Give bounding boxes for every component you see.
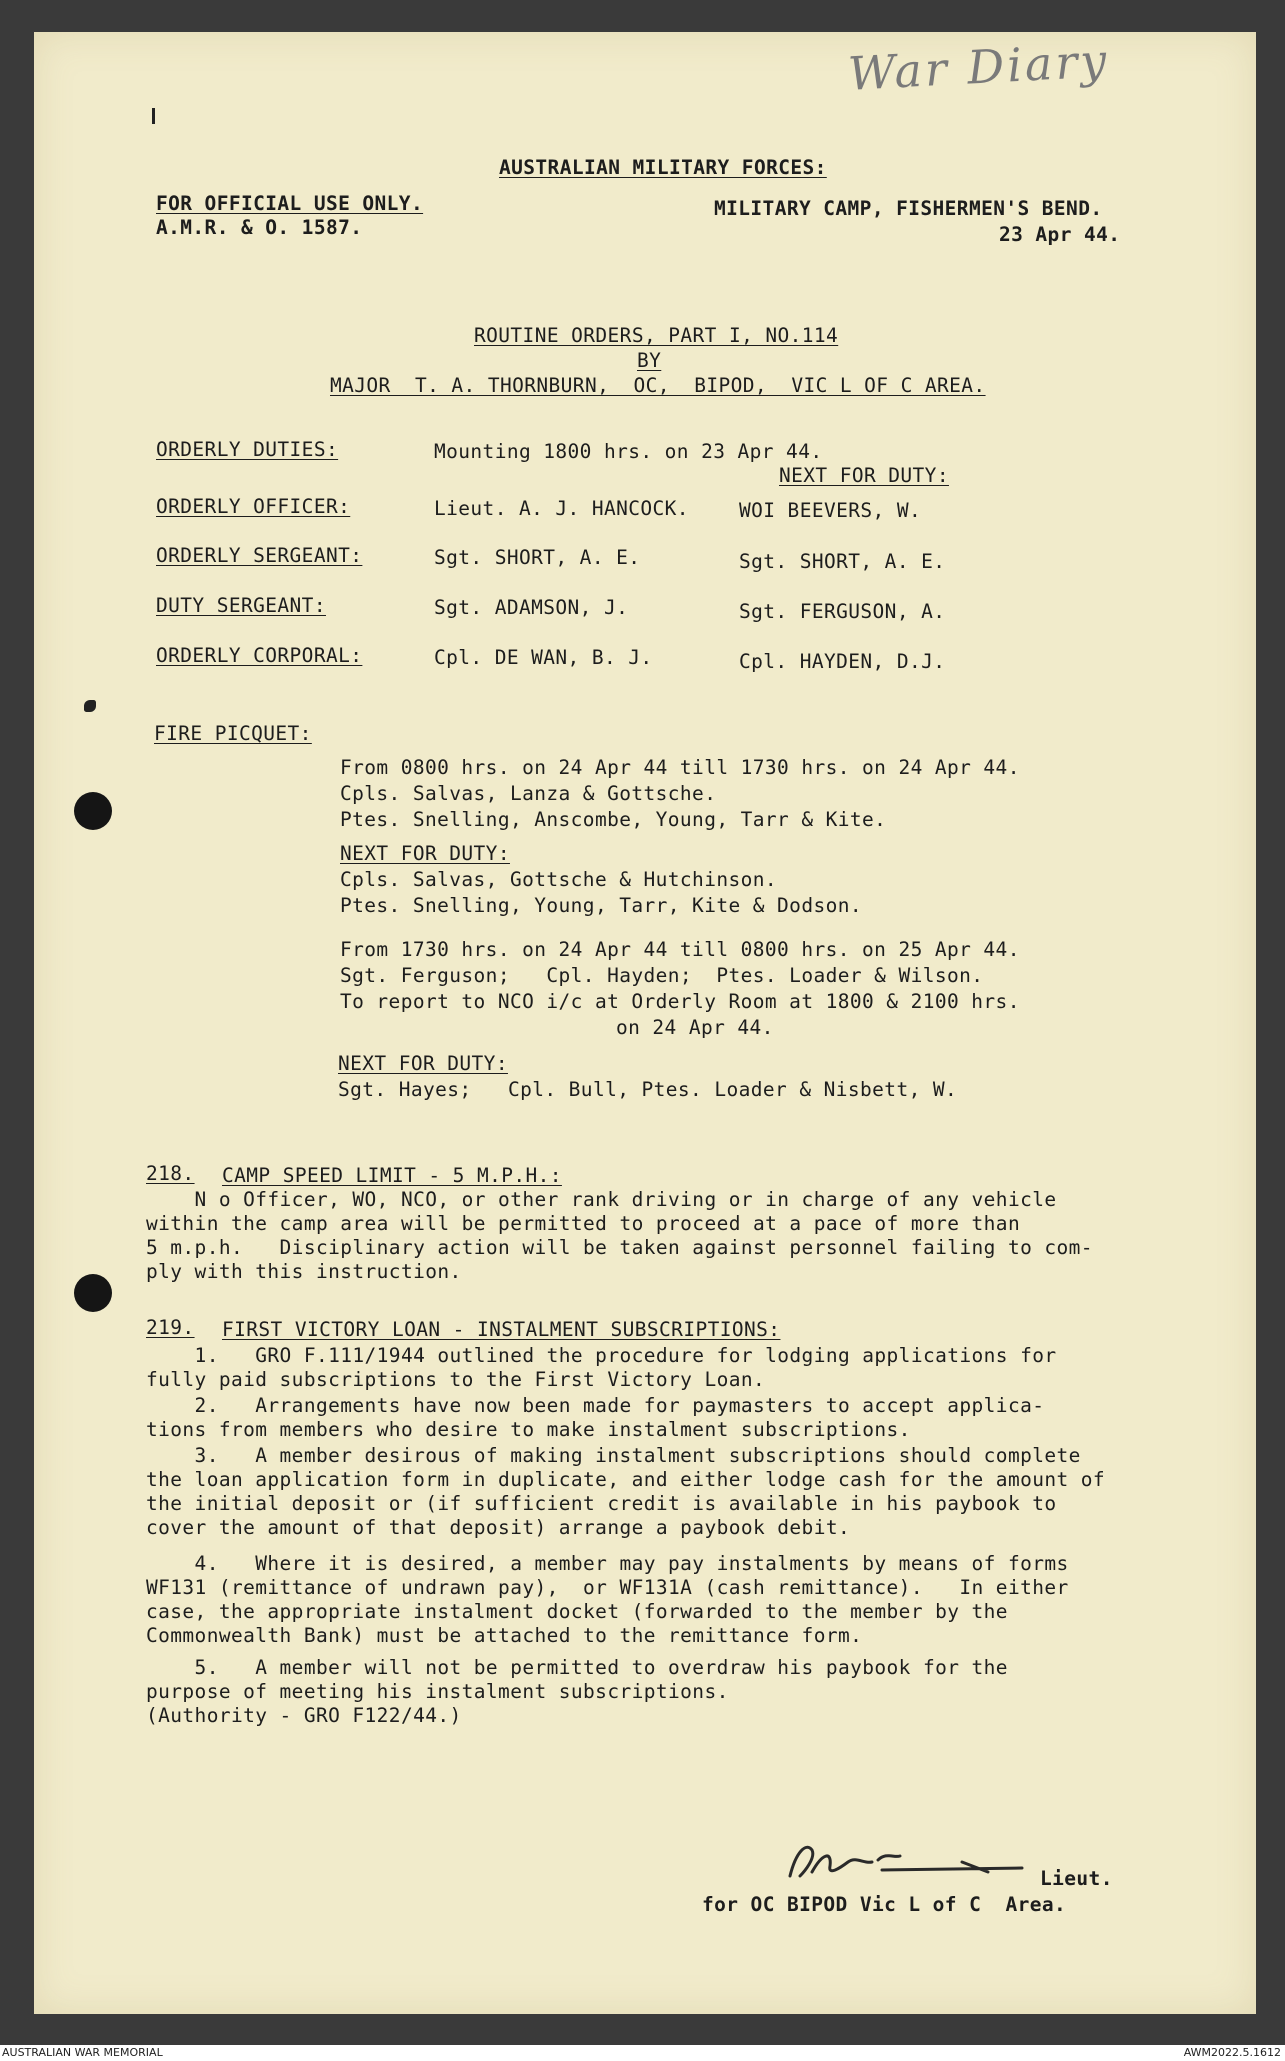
paragraph-line: N o Officer, WO, NCO, or other rank driving or in charge of any vehicle bbox=[146, 1188, 1057, 1211]
duty-row-next: WOI BEEVERS, W. bbox=[739, 499, 922, 522]
next-for-duty-header: NEXT FOR DUTY: bbox=[779, 464, 949, 487]
punch-hole bbox=[74, 1274, 112, 1312]
paragraph-line: ply with this instruction. bbox=[146, 1260, 462, 1283]
mounting-line: Mounting 1800 hrs. on 23 Apr 44. bbox=[434, 440, 823, 463]
picquet-next-header: NEXT FOR DUTY: bbox=[338, 1052, 508, 1075]
picquet-line: Cpls. Salvas, Lanza & Gottsche. bbox=[340, 782, 717, 805]
duty-row-next: Cpl. HAYDEN, D.J. bbox=[739, 650, 946, 673]
paper-mark bbox=[84, 700, 96, 712]
paragraph-number: 218. bbox=[146, 1162, 195, 1185]
paragraph-heading: CAMP SPEED LIMIT - 5 M.P.H.: bbox=[222, 1164, 562, 1187]
signature-rank: Lieut. bbox=[1040, 1867, 1113, 1890]
paragraph-line: the loan application form in duplicate, and either lodge cash for the amount of bbox=[146, 1468, 1106, 1491]
paragraph-line: 1. GRO F.111/1944 outlined the procedure for lodging applications for bbox=[146, 1344, 1057, 1367]
paragraph-line: 5 m.p.h. Disciplinary action will be taken against personnel failing to com- bbox=[146, 1236, 1093, 1259]
paragraph-line: 2. Arrangements have now been made for paymasters to accept applica- bbox=[146, 1394, 1045, 1417]
location-line: MILITARY CAMP, FISHERMEN'S BEND. bbox=[714, 197, 1103, 220]
picquet-next-header: NEXT FOR DUTY: bbox=[340, 842, 510, 865]
document-date: 23 Apr 44. bbox=[999, 223, 1121, 246]
orders-title-by: BY bbox=[637, 349, 662, 372]
paragraph-line: the initial deposit or (if sufficient credit is available in his paybook to bbox=[146, 1492, 1057, 1515]
orders-title: ROUTINE ORDERS, PART I, NO.114 bbox=[474, 324, 839, 347]
duty-row-current: Sgt. SHORT, A. E. bbox=[434, 546, 641, 569]
document-header-title: AUSTRALIAN MILITARY FORCES: bbox=[499, 156, 827, 179]
paragraph-line: case, the appropriate instalment docket (forwarded to the member by the bbox=[146, 1600, 1008, 1623]
picquet-line: To report to NCO i/c at Orderly Room at 1800 & 2100 hrs. bbox=[340, 990, 1020, 1013]
footer-reference: AWM2022.5.1612 bbox=[1183, 2046, 1281, 2059]
duty-row-label: ORDERLY CORPORAL: bbox=[156, 644, 363, 667]
orders-title-officer: MAJOR T. A. THORNBURN, OC, BIPOD, VIC L OF C AREA. bbox=[330, 374, 986, 397]
picquet-line: From 0800 hrs. on 24 Apr 44 till 1730 hrs. on 24 Apr 44. bbox=[340, 756, 1020, 779]
duty-row-next: Sgt. FERGUSON, A. bbox=[739, 600, 946, 623]
paragraph-line: fully paid subscriptions to the First Victory Loan. bbox=[146, 1368, 766, 1391]
duty-row-current: Cpl. DE WAN, B. J. bbox=[434, 646, 653, 669]
duty-row-label: ORDERLY SERGEANT: bbox=[156, 544, 363, 567]
picquet-line: Ptes. Snelling, Young, Tarr, Kite & Dodson. bbox=[340, 894, 863, 917]
paragraph-heading: FIRST VICTORY LOAN - INSTALMENT SUBSCRIPTIONS: bbox=[222, 1318, 781, 1341]
paragraph-line: within the camp area will be permitted to proceed at a pace of more than bbox=[146, 1212, 1021, 1235]
paragraph-number: 219. bbox=[146, 1316, 195, 1339]
punch-hole bbox=[74, 792, 112, 830]
paragraph-line: tions from members who desire to make instalment subscriptions. bbox=[146, 1418, 911, 1441]
picquet-line: Sgt. Hayes; Cpl. Bull, Ptes. Loader & Nisbett, W. bbox=[338, 1078, 958, 1101]
paragraph-line: cover the amount of that deposit) arrange a paybook debit. bbox=[146, 1516, 851, 1539]
picquet-line: Cpls. Salvas, Gottsche & Hutchinson. bbox=[340, 868, 778, 891]
duty-row-label: ORDERLY OFFICER: bbox=[156, 495, 351, 518]
handwritten-note: War Diary bbox=[846, 33, 1111, 101]
duty-row-label: DUTY SERGEANT: bbox=[156, 594, 326, 617]
paragraph-line: 4. Where it is desired, a member may pay instalments by means of forms bbox=[146, 1552, 1069, 1575]
paper-mark bbox=[152, 108, 155, 124]
classification-label: FOR OFFICIAL USE ONLY. bbox=[156, 192, 424, 215]
paragraph-line: Commonwealth Bank) must be attached to the remittance form. bbox=[146, 1624, 863, 1647]
duty-row-next: Sgt. SHORT, A. E. bbox=[739, 550, 946, 573]
fire-picquet-label: FIRE PICQUET: bbox=[154, 722, 312, 745]
paragraph-line: 5. A member will not be permitted to overdraw his paybook for the bbox=[146, 1656, 1008, 1679]
orderly-duties-label: ORDERLY DUTIES: bbox=[156, 438, 339, 461]
document-page bbox=[34, 32, 1256, 2014]
picquet-line: Sgt. Ferguson; Cpl. Hayden; Ptes. Loader & Wilson. bbox=[340, 964, 984, 987]
signature-scribble bbox=[782, 1832, 1042, 1892]
picquet-line: on 24 Apr 44. bbox=[616, 1016, 774, 1039]
paragraph-line: 3. A member desirous of making instalment subscriptions should complete bbox=[146, 1444, 1081, 1467]
archive-footer bbox=[0, 2045, 1285, 2061]
picquet-line: From 1730 hrs. on 24 Apr 44 till 0800 hrs. on 25 Apr 44. bbox=[340, 938, 1020, 961]
duty-row-current: Lieut. A. J. HANCOCK. bbox=[434, 497, 689, 520]
paragraph-line: (Authority - GRO F122/44.) bbox=[146, 1704, 462, 1727]
paragraph-line: purpose of meeting his instalment subscriptions. bbox=[146, 1680, 729, 1703]
signature-for-line: for OC BIPOD Vic L of C Area. bbox=[702, 1893, 1067, 1916]
paragraph-line: WF131 (remittance of undrawn pay), or WF131A (cash remittance). In either bbox=[146, 1576, 1069, 1599]
reference-number: A.M.R. & O. 1587. bbox=[156, 216, 363, 239]
footer-institution: AUSTRALIAN WAR MEMORIAL bbox=[2, 2046, 163, 2059]
duty-row-current: Sgt. ADAMSON, J. bbox=[434, 596, 629, 619]
picquet-line: Ptes. Snelling, Anscombe, Young, Tarr & Kite. bbox=[340, 808, 887, 831]
